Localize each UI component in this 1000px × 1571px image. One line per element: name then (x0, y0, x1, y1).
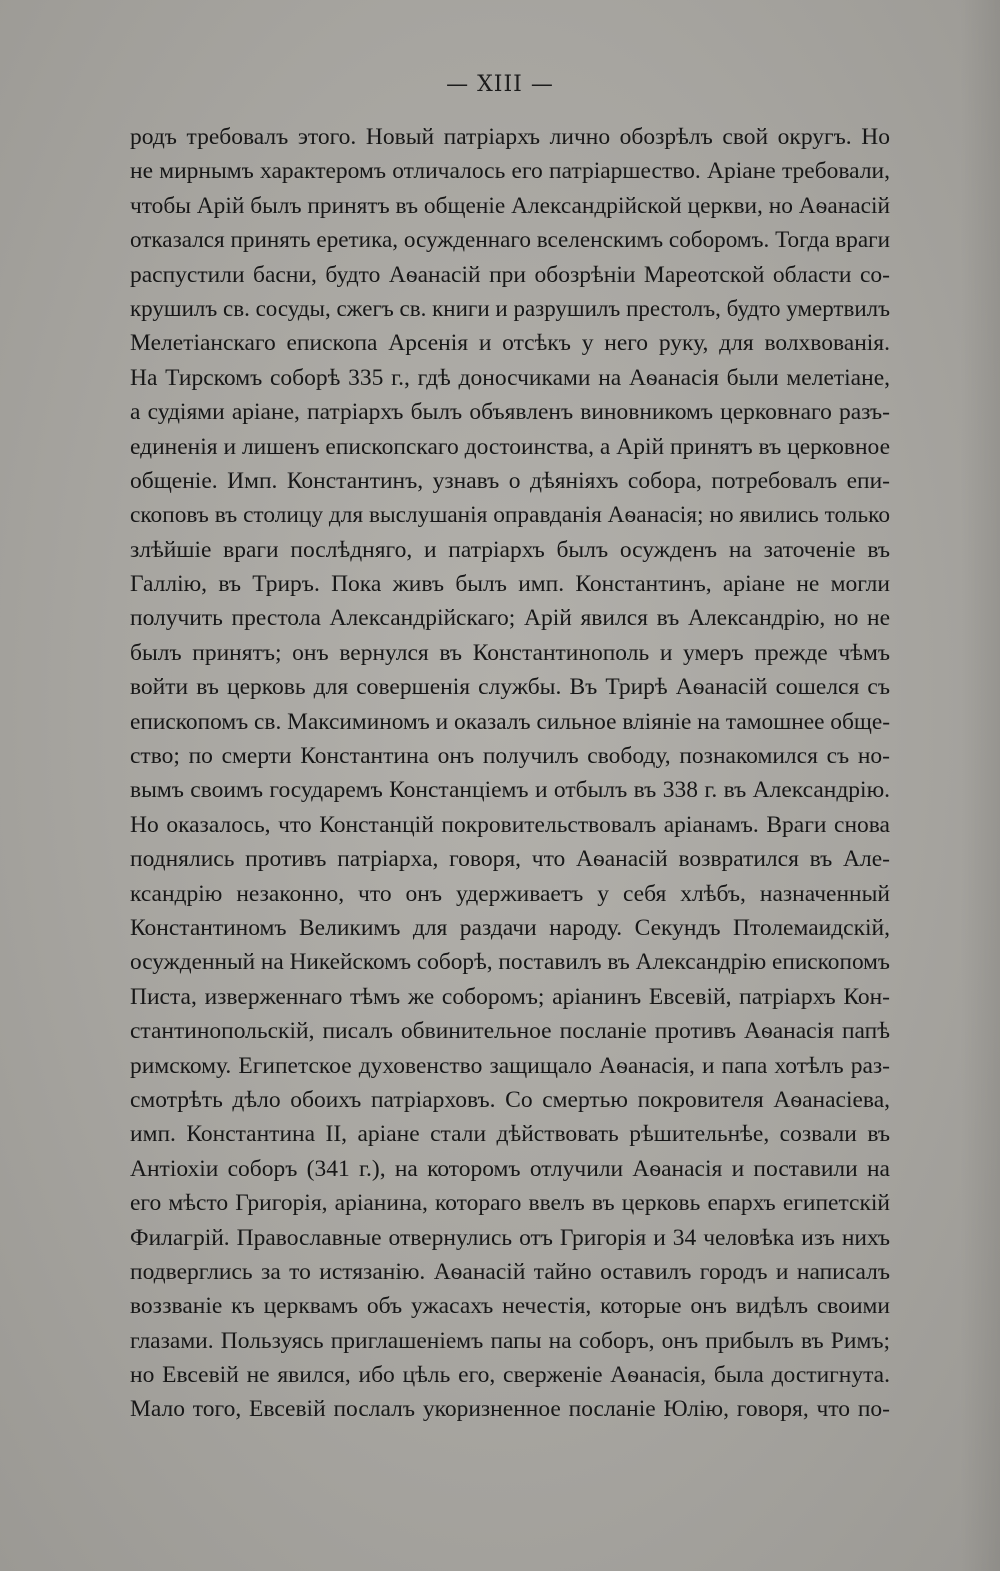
text-line: не мирнымъ характеромъ отличалось его патріаршество. Аріане требовали, (130, 158, 890, 185)
text-line: скоповъ въ столицу для выслушанія оправданія Аѳанасія; но явились только (130, 502, 890, 529)
text-line: Филагрій. Православные отвернулись отъ Григорія и 34 человѣка изъ нихъ (130, 1224, 890, 1251)
text-line: Константиномъ Великимъ для раздачи народу. Секундъ Птолемаидскій, (130, 914, 890, 941)
text-line: епископомъ св. Максиминомъ и оказалъ сильное вліяніе на тамошнее обще- (130, 708, 890, 735)
text-line: подверглись за то истязанію. Аѳанасій тайно оставилъ городъ и написалъ (130, 1258, 890, 1285)
text-line: имп. Константина II, аріане стали дѣйствовать рѣшительнѣе, созвали въ (130, 1121, 890, 1148)
text-line: войти въ церковь для совершенія службы. Въ Трирѣ Аѳанасій сошелся съ (130, 674, 890, 701)
text-line: ксандрію незаконно, что онъ удерживаетъ у себя хлѣбъ, назначенный (130, 880, 890, 907)
text-line: Галлію, въ Триръ. Пока живъ былъ имп. Константинъ, аріане не могли (130, 571, 890, 598)
text-line: общеніе. Имп. Константинъ, узнавъ о дѣяніяхъ собора, потребовалъ епи- (130, 467, 890, 494)
text-line: былъ принятъ; онъ вернулся въ Константинополь и умеръ прежде чѣмъ (130, 639, 890, 666)
text-line: Мелетіанскаго епископа Арсенія и отсѣкъ у него руку, для волхвованія. (130, 330, 890, 357)
text-line: Но оказалось, что Констанцій покровительствовалъ аріанамъ. Враги снова (130, 811, 890, 838)
page-number: — XIII — (446, 72, 554, 97)
text-line: воззваніе къ церквамъ объ ужасахъ нечестія, которые онъ видѣлъ своими (130, 1293, 890, 1320)
body-text (130, 120, 890, 1427)
text-line: Мало того, Евсевій послалъ укоризненное посланіе Юлію, говоря, что по- (130, 1396, 890, 1423)
text-line: крушилъ св. сосуды, сжегъ св. книги и разрушилъ престолъ, будто умертвилъ (130, 295, 890, 322)
text-line: поднялись противъ патріарха, говоря, что Аѳанасій возвратился въ Але- (130, 846, 890, 873)
text-line: На Тирскомъ соборѣ 335 г., гдѣ доносчиками на Аѳанасія были мелетіане, (130, 364, 890, 391)
text-line: чтобы Арій былъ принятъ въ общеніе Александрійской церкви, но Аѳанасій (130, 192, 890, 219)
text-line: римскому. Египетское духовенство защищало Аѳанасія, и папа хотѣлъ раз- (130, 1052, 890, 1079)
text-line: родъ требовалъ этого. Новый патріархъ лично обозрѣлъ свой округъ. Но (130, 124, 890, 150)
text-line: единенія и лишенъ епископскаго достоинства, а Арій принятъ въ церковное (130, 433, 890, 460)
text-line: глазами. Пользуясь приглашеніемъ папы на соборъ, онъ прибылъ въ Римъ; (130, 1327, 890, 1354)
text-line: а судіями аріане, патріархъ былъ объявленъ виновникомъ церковнаго разъ- (130, 399, 890, 426)
text-line: но Евсевій не явился, ибо цѣль его, сверженіе Аѳанасія, была достигнута. (130, 1362, 890, 1389)
text-line: получить престола Александрійскаго; Арій явился въ Александрію, но не (130, 605, 890, 632)
text-line: отказался принять еретика, осужденнаго вселенскимъ соборомъ. Тогда враги (130, 227, 890, 254)
text-line: распустили басни, будто Аѳанасій при обозрѣніи Мареотской области со- (130, 261, 890, 288)
text-line: Антіохіи соборъ (341 г.), на которомъ отлучили Аѳанасія и поставили на (130, 1155, 890, 1182)
text-line: стантинопольскій, писалъ обвинительное посланіе противъ Аѳанасія папѣ (130, 1018, 890, 1045)
text-line: его мѣсто Григорія, аріанина, котораго ввелъ въ церковь епархъ египетскій (130, 1190, 890, 1217)
text-line: смотрѣть дѣло обоихъ патріарховъ. Со смертью покровителя Аѳанасіева, (130, 1086, 890, 1113)
text-line: ство; по смерти Константина онъ получилъ свободу, познакомился съ но- (130, 743, 890, 770)
text-line: Писта, изверженнаго тѣмъ же соборомъ; аріанинъ Евсевій, патріархъ Кон- (130, 983, 890, 1010)
page-edge-shadow (960, 0, 1000, 1571)
text-line: осужденный на Никейскомъ соборѣ, поставилъ въ Александрію епископомъ (130, 949, 890, 976)
text-line: злѣйшіе враги послѣдняго, и патріархъ былъ осужденъ на заточеніе въ (130, 536, 890, 563)
text-line: вымъ своимъ государемъ Констанціемъ и отбылъ въ 338 г. въ Александрію. (130, 777, 890, 804)
